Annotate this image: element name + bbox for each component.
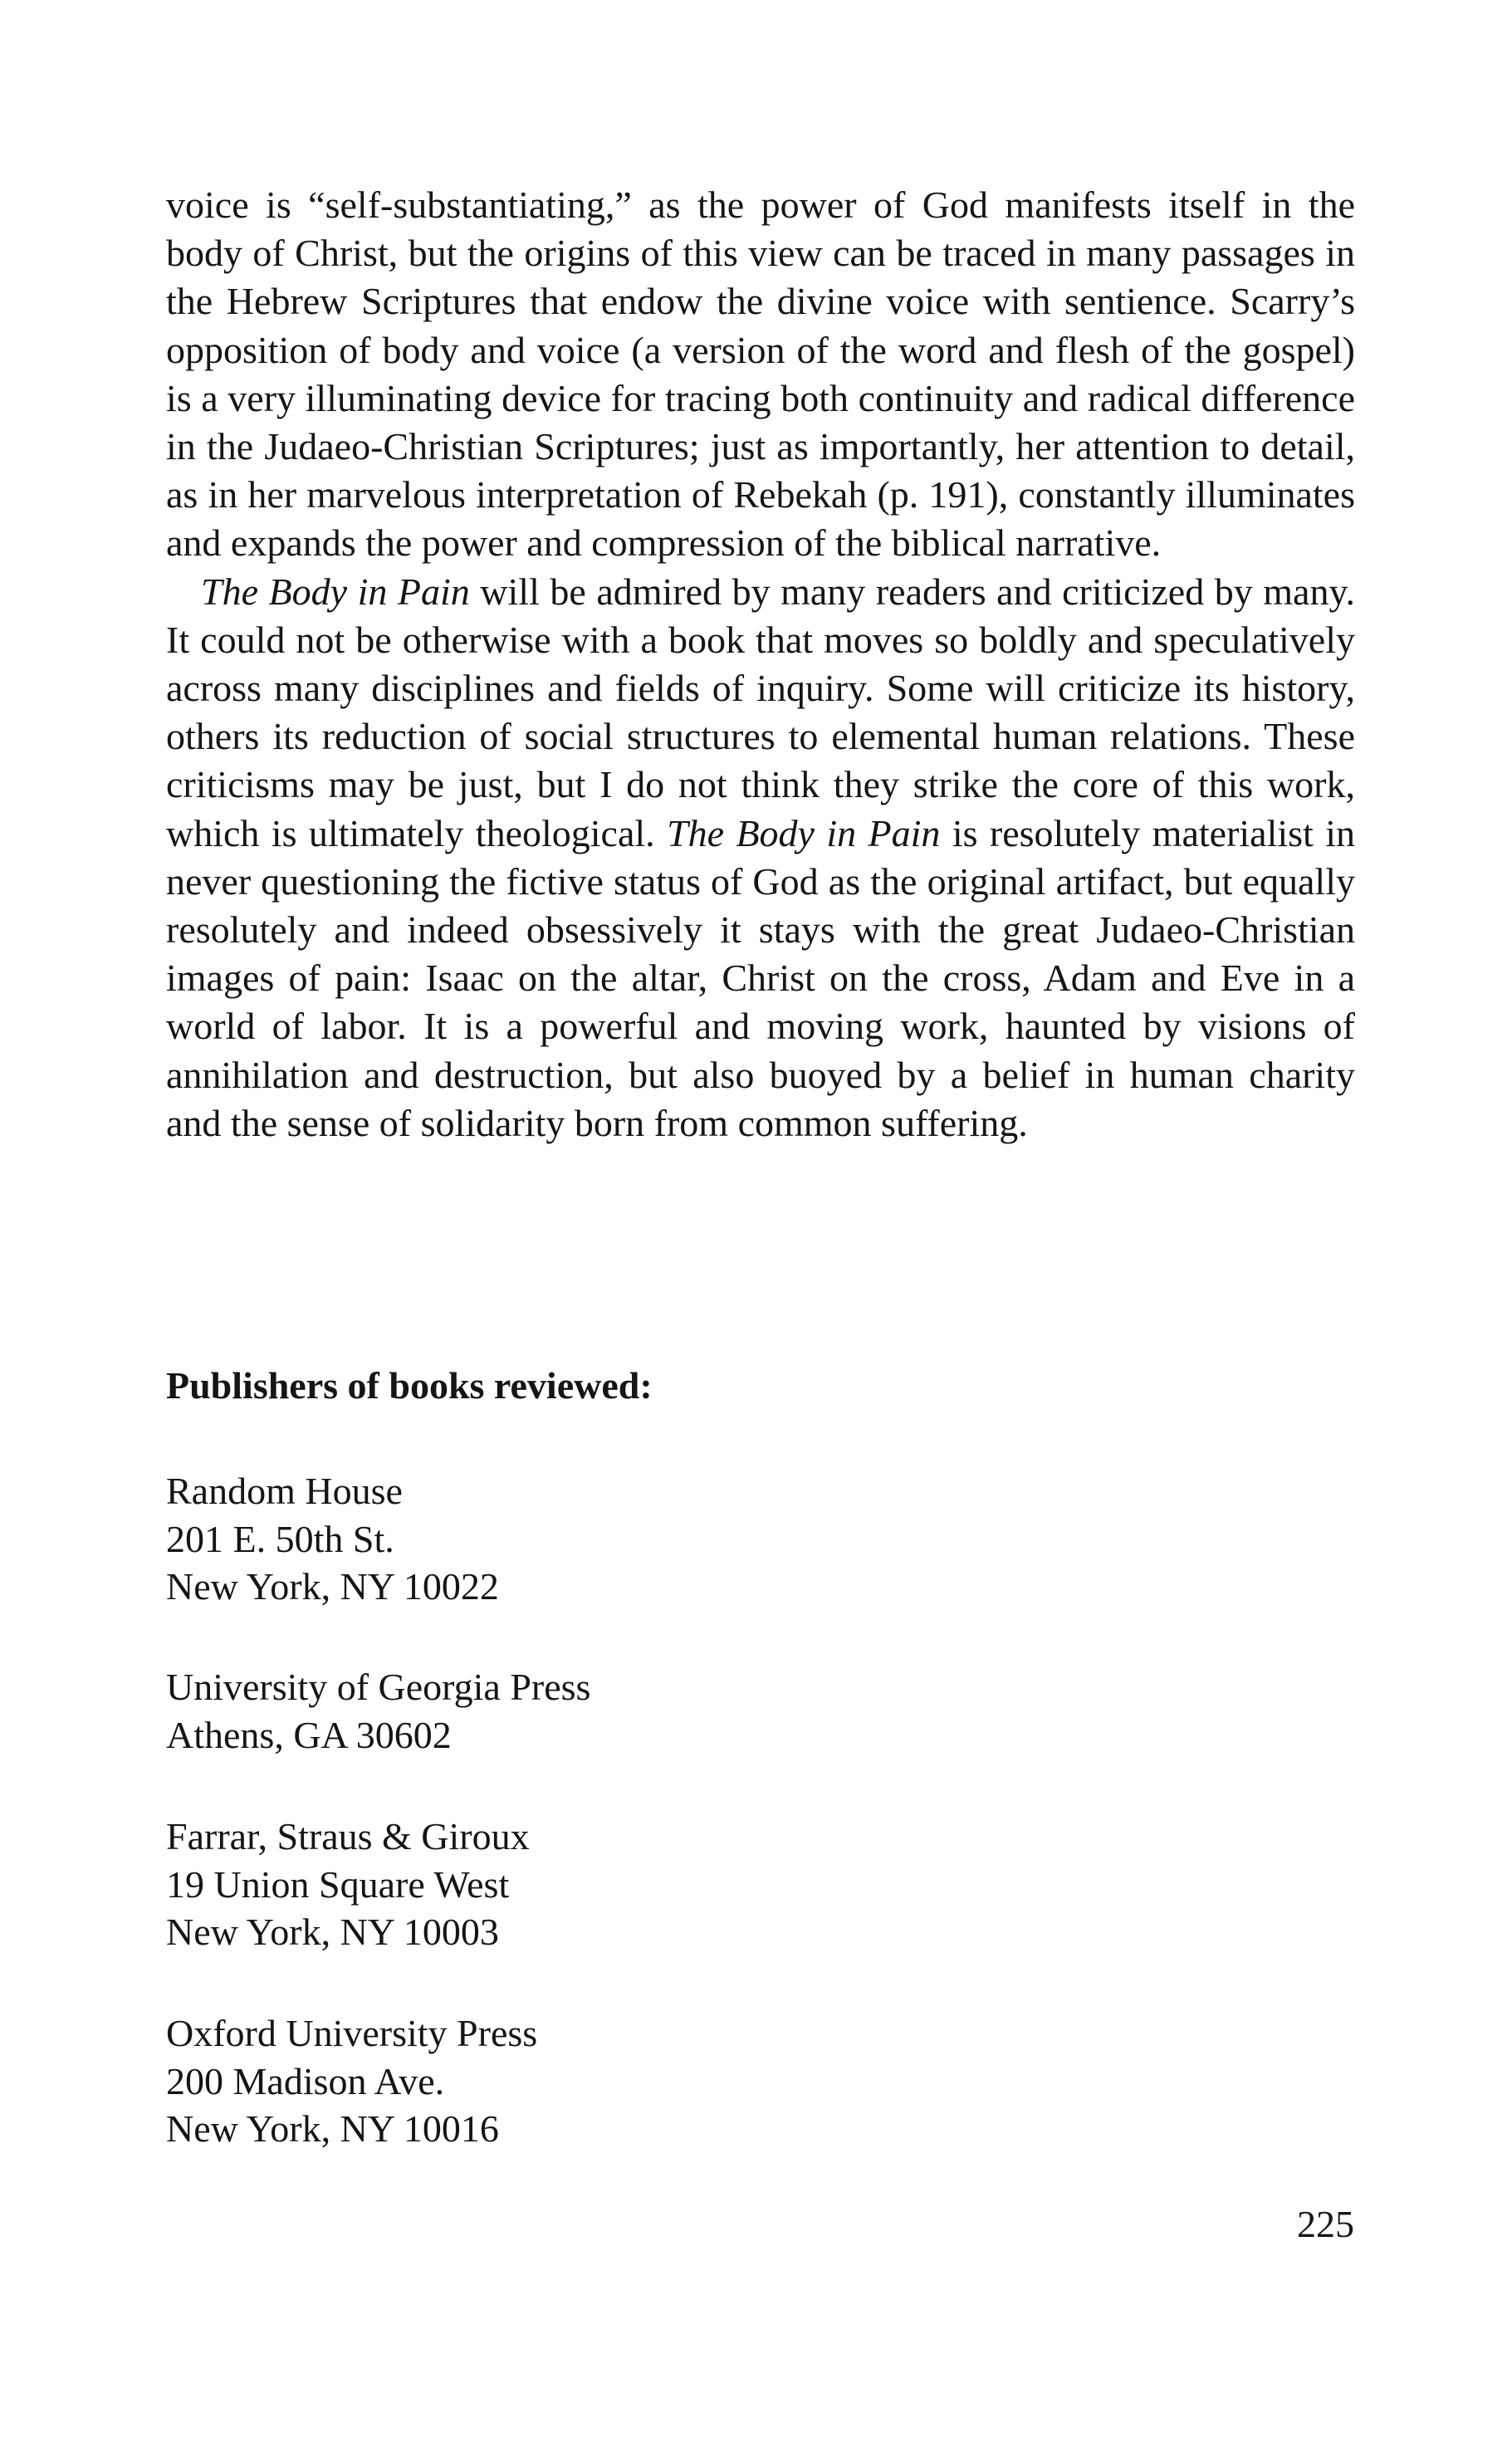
publisher-address — [166, 1467, 499, 1611]
publisher-address — [166, 1663, 590, 1759]
publisher-street: 200 Madison Ave. — [166, 2059, 445, 2102]
publisher-name: Random House — [166, 1470, 403, 1512]
paragraph-2-text-part-1: will be admired by many readers and criticized by many. It could not be otherwise with a book that moves so boldly and speculatively across many disciplines and fields of inquiry. Some will criticize its history, others its reduction of social structures to elemental human relations. These criticisms may be just, but I do not think they strike the core of this work, which is ultimately theological. — [166, 570, 1355, 854]
publisher-city: Athens, GA 30602 — [166, 1713, 452, 1756]
paragraph-2-text-part-2: is resolutely materialist in never questioning the fictive status of God as the original artifact, but equally resolutely and indeed obsessively it stays with the great Judaeo-Christian images of pain: Isaac on the altar, Christ on the cross, Adam and Eve in a world of labor. It is a powerful and moving work, haunted by visions of annihilation and destruction, but also buoyed by a belief in human charity and the sense of solidarity born from common suffering. — [166, 811, 1355, 1144]
publisher-address — [166, 2009, 537, 2153]
publishers-heading: Publishers of books reviewed: — [166, 1364, 653, 1407]
publisher-name: University of Georgia Press — [166, 1666, 591, 1708]
publisher-city: New York, NY 10016 — [166, 2107, 499, 2150]
publisher-address — [166, 1813, 530, 1956]
page-number: 225 — [1297, 2203, 1354, 2245]
publisher-name: Oxford University Press — [166, 2012, 538, 2054]
review-paragraph-2 — [166, 568, 1355, 1148]
publisher-street: 201 E. 50th St. — [166, 1517, 394, 1560]
review-body-text — [166, 181, 1355, 1148]
publisher-name: Farrar, Straus & Giroux — [166, 1815, 530, 1857]
publisher-city: New York, NY 10022 — [166, 1565, 499, 1608]
book-title-italic: The Body in Pain — [667, 811, 941, 854]
review-paragraph-1 — [166, 181, 1355, 568]
book-title-italic: The Body in Pain — [201, 570, 470, 613]
publisher-street: 19 Union Square West — [166, 1862, 510, 1906]
paragraph-1-text: voice is “self-substantiating,” as the power of God manifests itself in the body of Christ, but the origins of this view can be traced in many passages in the Hebrew Scriptures that endow the divine voice with sentience. Scarry’s opposition of body and voice (a version of the word and flesh of the gospel) is a very illuminating device for tracing both continuity and radical difference in the Judaeo-Christian Scriptures; just as importantly, her attention to detail, as in her marvelous interpretation of Rebekah (p. 191), constantly illuminates and expands the power and compression of the biblical narrative. — [166, 184, 1355, 565]
publisher-city: New York, NY 10003 — [166, 1911, 499, 1953]
